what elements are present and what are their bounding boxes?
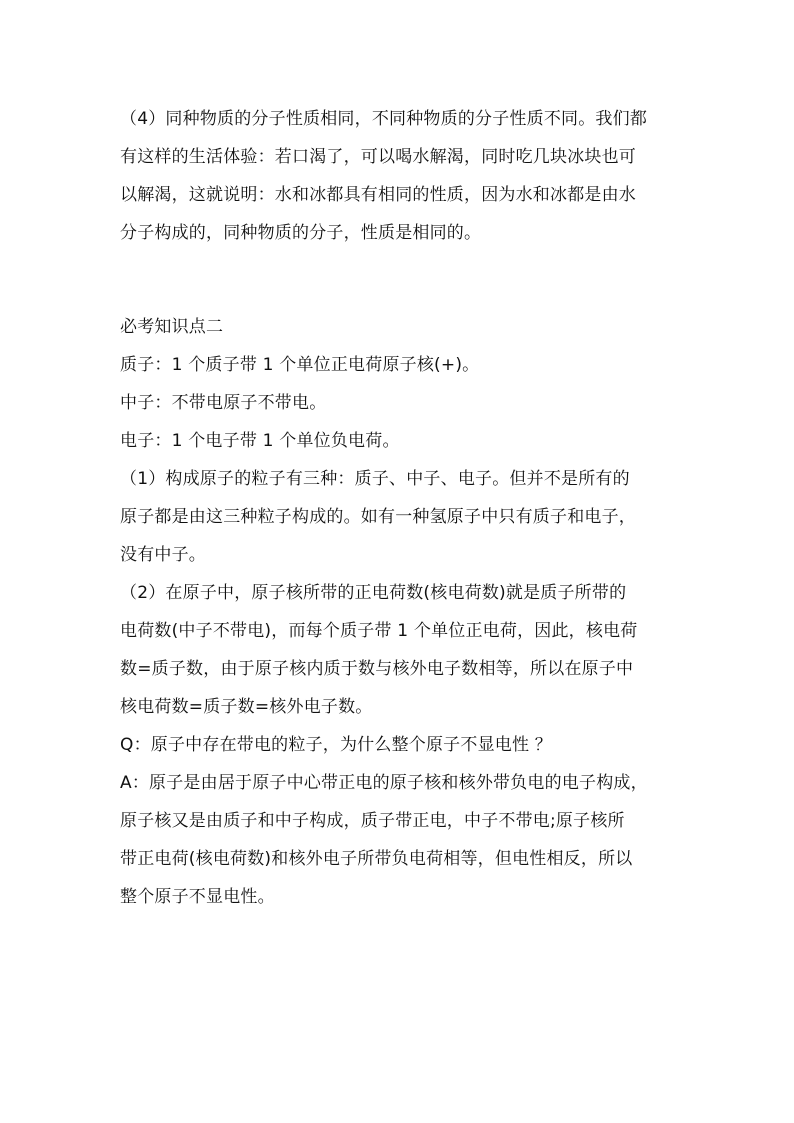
text-line: 数=质子数，由于原子核内质于数与核外电子数相等，所以在原子中 xyxy=(120,659,634,679)
text-line: （1）构成原子的粒子有三种：质子、中子、电子。但并不是所有的 xyxy=(120,469,630,489)
text-line: 有这样的生活体验：若口渴了，可以喝水解渴，同时吃几块冰块也可 xyxy=(120,147,636,167)
text-line: （4）同种物质的分子性质相同，不同种物质的分子性质不同。我们都 xyxy=(120,109,648,129)
section-heading: 必考知识点二 xyxy=(120,317,224,337)
text-line: 分子构成的，同种物质的分子，性质是相同的。 xyxy=(120,223,482,243)
answer-line: 原子核又是由质子和中子构成，质子带正电，中子不带电;原子核所 xyxy=(120,811,625,831)
question-line: Q：原子中存在带电的粒子，为什么整个原子不显电性 ？ xyxy=(120,735,552,755)
neutron-definition: 中子：不带电原子不带电。 xyxy=(120,393,327,413)
answer-line: A：原子是由居于原子中心带正电的原子核和核外带负电的电子构成， xyxy=(120,773,648,793)
text-line: 没有中子。 xyxy=(120,545,206,565)
text-line: （2）在原子中，原子核所带的正电荷数(核电荷数)就是质子所带的 xyxy=(120,583,627,603)
answer-line: 整个原子不显电性。 xyxy=(120,887,275,907)
section-key-point-two xyxy=(120,308,680,916)
text-line: 原子都是由这三种粒子构成的。如有一种氢原子中只有质子和电子， xyxy=(120,507,636,527)
text-line: 核电荷数=质子数=核外电子数。 xyxy=(120,697,373,717)
paragraph-molecule-properties xyxy=(120,100,680,252)
answer-line: 带正电荷(核电荷数)和核外电子所带负电荷相等，但电性相反，所以 xyxy=(120,849,633,869)
electron-definition: 电子：1 个电子带 1 个单位负电荷。 xyxy=(120,431,400,451)
text-line: 以解渴，这就说明：水和冰都具有相同的性质，因为水和冰都是由水 xyxy=(120,185,636,205)
proton-definition: 质子：1 个质子带 1 个单位正电荷原子核(+)。 xyxy=(120,355,480,375)
text-line: 电荷数(中子不带电)，而每个质子带 1 个单位正电荷，因此，核电荷 xyxy=(120,621,638,641)
